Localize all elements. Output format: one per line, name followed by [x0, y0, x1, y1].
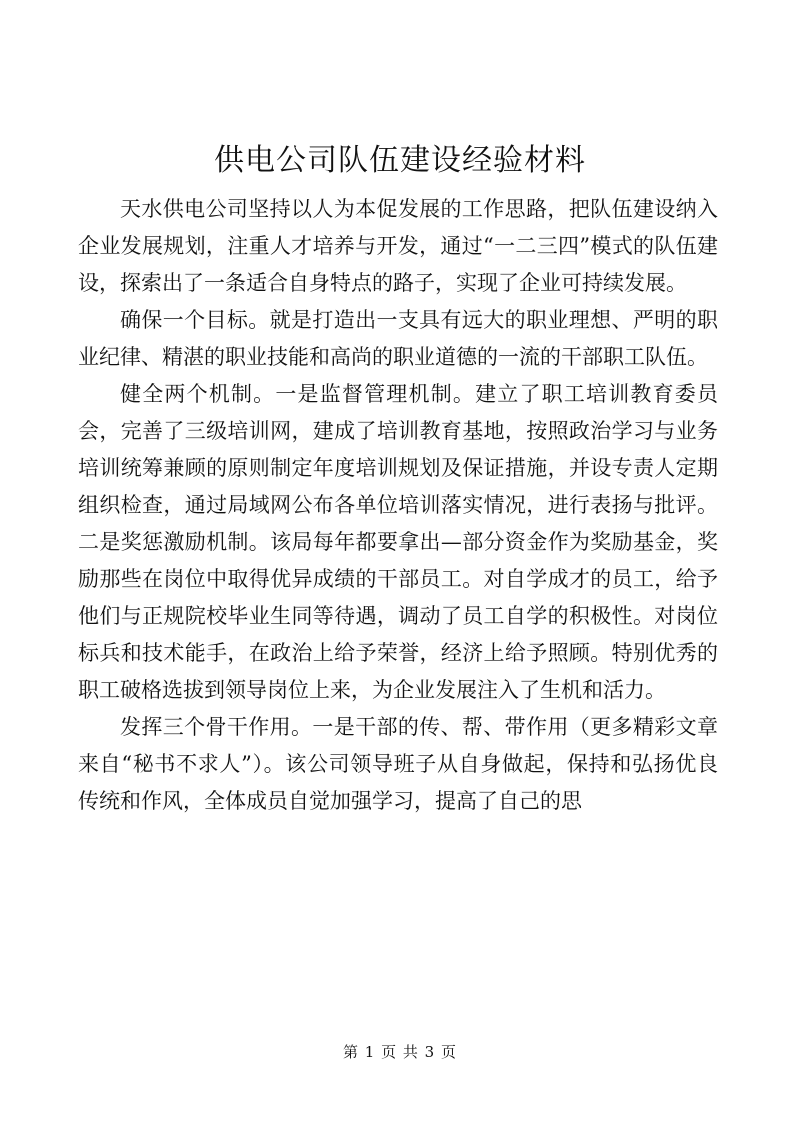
document-body: [78, 191, 718, 820]
paragraph-backbone-roles: 发挥三个骨干作用。一是干部的传、帮、带作用（更多精彩文章来自“秘书不求人”）。该公司领导班子从自身做起，保持和弘扬优良传统和作风，全体成员自觉加强学习，提高了自己的思: [78, 715, 718, 813]
paragraph-goal: 确保一个目标。就是打造出一支具有远大的职业理想、严明的职业纪律、精湛的职业技能和高尚的职业道德的一流的干部职工队伍。: [78, 308, 718, 369]
paragraph-intro: 天水供电公司坚持以人为本促发展的工作思路，把队伍建设纳入企业发展规划，注重人才培养与开发，通过“一二三四”模式的队伍建设，探索出了一条适合自身特点的路子，实现了企业可持续发展。: [78, 197, 718, 295]
page-number-footer: 第 1 页 共 3 页: [343, 1043, 457, 1061]
paragraph-mechanisms: 健全两个机制。一是监督管理机制。建立了职工培训教育委员会，完善了三级培训网，建成了培训教育基地，按照政治学习与业务培训统筹兼顾的原则制定年度培训规划及保证措施，并设专责人定期组织检查，通过局域网公布各单位培训落实情况，进行表扬与批评。二是奖惩激励机制。该局每年都要拿出—部分资金作为奖励基金，奖励那些在岗位中取得优异成绩的干部员工。对自学成才的员工，给予他们与正规院校毕业生同等待遇，调动了员工自学的积极性。对岗位标兵和技术能手，在政治上给予荣誉，经济上给予照顾。特别优秀的职工破格选拔到领导岗位上来，为企业发展注入了生机和活力。: [78, 382, 718, 702]
document-title: 供电公司队伍建设经验材料: [214, 143, 586, 178]
